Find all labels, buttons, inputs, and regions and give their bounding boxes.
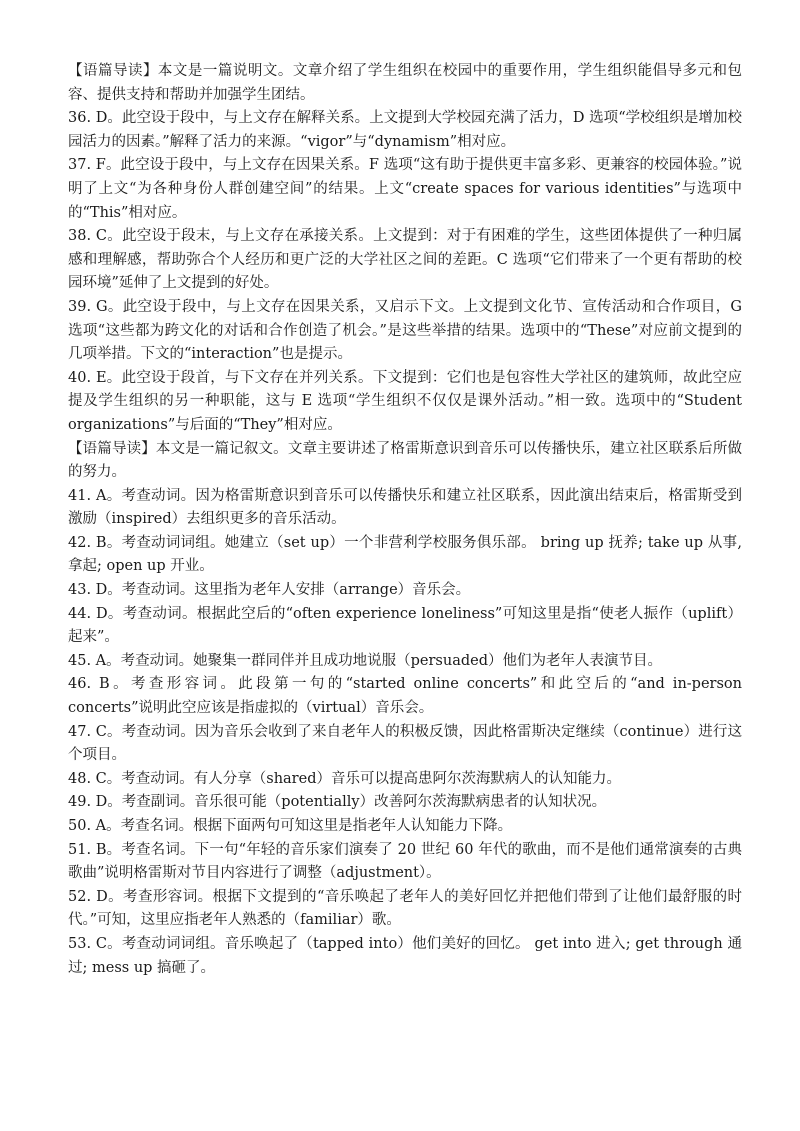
answer-48: 48. C。考查动词。有人分享（shared）音乐可以提高患阿尔茨海默病人的认知能力。 — [68, 770, 621, 787]
answer-46: 46. B。考查形容词。此段第一句的“started online concerts”和此空后的“and in-person concerts”说明此空应该是指虚拟的（virtual）音乐会。 — [68, 676, 742, 717]
answer-43: 43. D。考查动词。这里指为老年人安排（arrange）音乐会。 — [68, 582, 471, 599]
passage-intro-1: 【语篇导读】本文是一篇说明文。文章介绍了学生组织在校园中的重要作用，学生组织能倡导多元和包容、提供支持和帮助并加强学生团结。 — [68, 63, 742, 103]
answer-42: 42. B。考查动词词组。她建立（set up）一个非营利学校服务俱乐部。 bring up 抚养; take up 从事,拿起; open up 开业。 — [68, 534, 742, 575]
answer-38: 38. C。此空设于段末，与上文存在承接关系。上文提到：对于有困难的学生，这些团体提供了一种归属感和理解感，帮助弥合个人经历和更广泛的大学社区之间的差距。C 选项“它们带来了一个更有帮助的校园环境”延伸了上文提到的好处。 — [68, 228, 742, 292]
answer-explanations-page — [68, 60, 742, 980]
answer-44: 44. D。考查动词。根据此空后的“often experience loneliness”可知这里是指“使老人振作（uplift）起来”。 — [68, 605, 742, 646]
answer-40: 40. E。此空设于段首，与下文存在并列关系。下文提到：它们也是包容性大学社区的建筑师，故此空应提及学生组织的另一种职能，这与 E 选项“学生组织不仅仅是课外活动。”相一致。选项中的“Student organizations”与后面的“They”相对应。 — [68, 369, 742, 433]
answer-49: 49. D。考查副词。音乐很可能（potentially）改善阿尔茨海默病患者的认知状况。 — [68, 794, 607, 811]
answer-47: 47. C。考查动词。因为音乐会收到了来自老年人的积极反馈，因此格雷斯决定继续（continue）进行这个项目。 — [68, 723, 742, 764]
answer-45: 45. A。考查动词。她聚集一群同伴并且成功地说服（persuaded）他们为老年人表演节目。 — [68, 652, 663, 669]
answer-41: 41. A。考查动词。因为格雷斯意识到音乐可以传播快乐和建立社区联系，因此演出结束后，格雷斯受到激励（inspired）去组织更多的音乐活动。 — [68, 487, 742, 528]
answer-36: 36. D。此空设于段中，与上文存在解释关系。上文提到大学校园充满了活力，D 选项“学校组织是增加校园活力的因素。”解释了活力的来源。“vigor”与“dynamism”相对应。 — [68, 110, 742, 150]
answer-39: 39. G。此空设于段中，与上文存在因果关系，又启示下文。上文提到文化节、宣传活动和合作项目，G 选项“这些都为跨文化的对话和合作创造了机会。”是这些举措的结果。选项中的“These”对应前文提到的几项举措。下文的“interaction”也是提示。 — [68, 298, 742, 363]
answer-53: 53. C。考查动词词组。音乐唤起了（tapped into）他们美好的回忆。 get into 进入; get through 通过; mess up 搞砸了。 — [68, 935, 742, 976]
answer-51: 51. B。考查名词。下一句“年轻的音乐家们演奏了 20 世纪 60 年代的歌曲，而不是他们通常演奏的古典歌曲”说明格雷斯对节目内容进行了调整（adjustment）。 — [68, 841, 742, 882]
answer-37: 37. F。此空设于段中，与上文存在因果关系。F 选项“这有助于提供更丰富多彩、更兼容的校园体验。”说明了上文“为各种身份人群创建空间”的结果。上文“create spaces for various identities”与选项中的“This”相对应。 — [68, 157, 742, 221]
answer-50: 50. A。考查名词。根据下面两句可知这里是指老年人认知能力下降。 — [68, 818, 513, 834]
passage-intro-2: 【语篇导读】本文是一篇记叙文。文章主要讲述了格雷斯意识到音乐可以传播快乐，建立社区联系后所做的努力。 — [68, 440, 742, 481]
answer-52: 52. D。考查形容词。根据下文提到的“音乐唤起了老年人的美好回忆并把他们带到了让他们最舒服的时代。”可知，这里应指老年人熟悉的（familiar）歌。 — [68, 888, 742, 929]
